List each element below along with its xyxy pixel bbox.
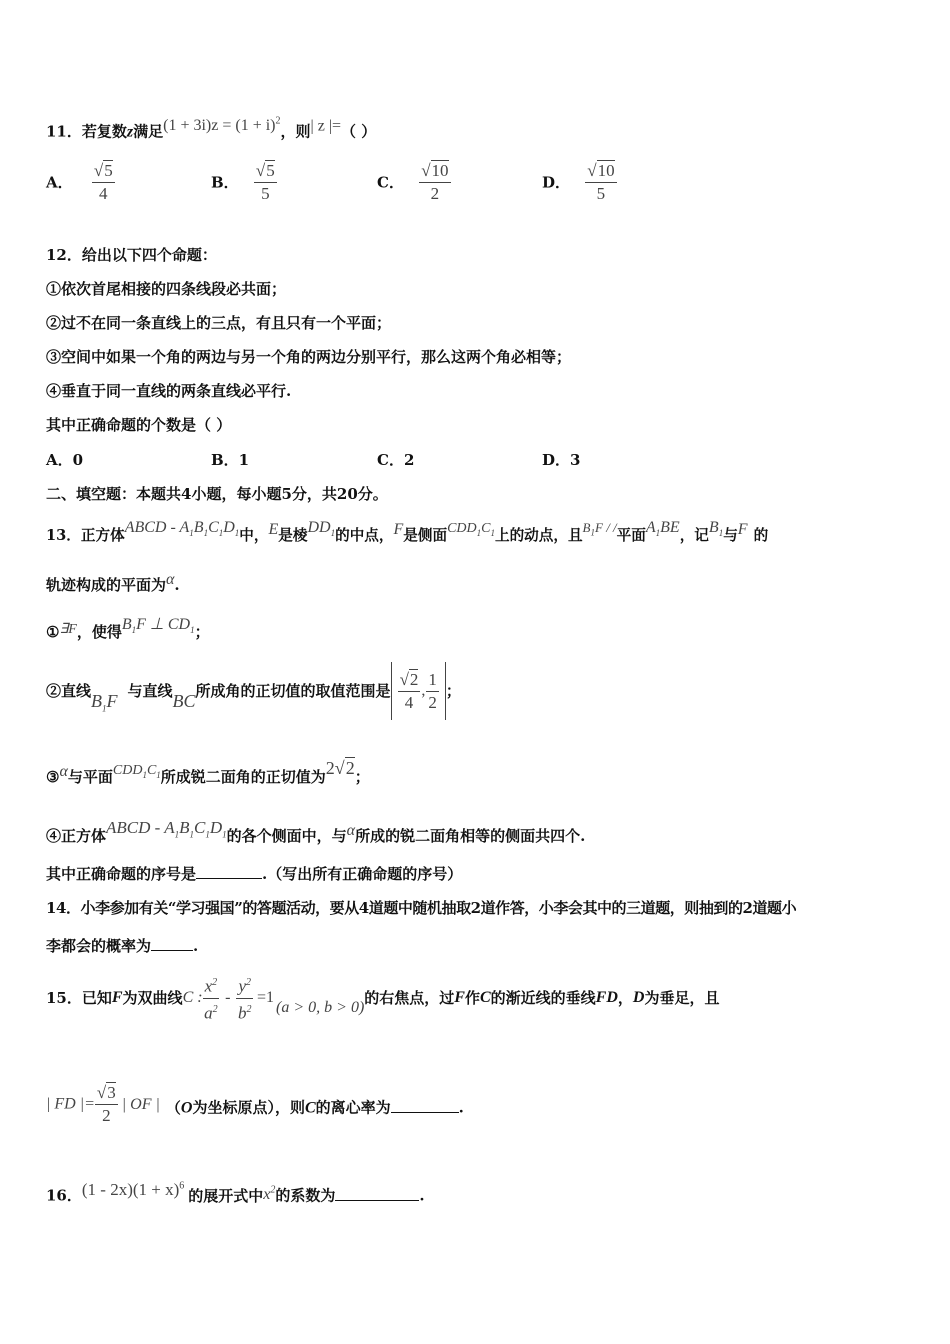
- line-b1f: $B_1F$: [91, 691, 118, 714]
- answer-blank[interactable]: [391, 1098, 459, 1113]
- var-f: F: [111, 989, 123, 1007]
- q13-ask: [46, 864, 462, 884]
- q15-line2: [46, 1082, 464, 1138]
- text: 上的动点，且: [494, 527, 583, 544]
- text: 与: [723, 527, 738, 544]
- text: 所成的锐二面角相等的侧面共四个.: [355, 827, 586, 845]
- text: 李都会的概率为: [46, 937, 152, 955]
- cube-name: ABCD - $A_1B_1C_1D_1$: [106, 818, 227, 840]
- text: 是侧面: [403, 527, 448, 544]
- text: 是棱: [278, 527, 308, 544]
- section-heading: 二、填空题：本题共4小题，每小题5分，共20分。: [46, 485, 388, 503]
- text: 中，: [239, 527, 269, 544]
- text: ，记: [679, 527, 709, 544]
- q12-title: 12．给出以下四个命题：: [46, 246, 217, 264]
- cube-name: ABCD - $A_1B_1C_1D_1$: [124, 519, 240, 539]
- q11-number: 11．若复数: [46, 122, 127, 141]
- text: 所成角的正切值的取值范围是: [195, 682, 391, 700]
- text: .: [174, 576, 180, 594]
- var-alpha: α: [166, 571, 175, 588]
- minus: -: [225, 989, 231, 1007]
- text: 的中点，: [335, 527, 394, 544]
- q11-equation: [163, 117, 280, 134]
- q11-paren: （ ）: [341, 122, 377, 141]
- option-fraction: $\frac{√5}{4}$: [93, 161, 113, 203]
- option-label: C．: [377, 173, 404, 192]
- text: ，使得: [76, 623, 122, 641]
- q13-statement-4: [46, 818, 585, 846]
- q12-option-b[interactable]: B．1: [211, 451, 250, 469]
- q14-line1: 14．小李参加有关“学习强国”的答题活动，要从4道题中随机抽取2道作答，小李会其中的三道题，则抽到的2道题小: [46, 899, 797, 917]
- answer-blank[interactable]: [335, 1186, 419, 1201]
- range-interval: $\frac{√2}{4}$ , $\frac{1}{2}$: [391, 662, 446, 720]
- exists-f: ∃F: [59, 622, 77, 637]
- option-fraction: $\frac{√10}{2}$: [421, 161, 449, 203]
- q13-num: 13．正方体: [46, 527, 125, 544]
- q14-line2: [46, 936, 198, 956]
- text: 为垂足，且: [644, 989, 720, 1008]
- text: 的右焦点，过: [364, 989, 455, 1008]
- q16-expression: $(1 - 2x)(1 + x)^6$: [81, 1179, 185, 1199]
- q11-option-d[interactable]: [542, 160, 617, 205]
- text: 其中正确命题的序号是: [46, 865, 197, 883]
- frac-x2-a2: $\frac{x^2}{a^2}$: [203, 972, 220, 1024]
- text: .: [458, 1098, 464, 1117]
- text: 轨迹构成的平面为: [46, 576, 167, 594]
- edge-dd1: $DD_1$: [307, 519, 336, 539]
- option-fraction: $\frac{√5}{5}$: [255, 161, 275, 203]
- var-alpha: α: [346, 822, 356, 839]
- point-b1: $B_1$: [708, 519, 724, 539]
- q11-option-b[interactable]: [211, 160, 277, 205]
- face-cdd1c1: $CDD_1C_1$: [112, 763, 161, 780]
- plane-a1be: $A_1BE$: [645, 519, 680, 539]
- q12-item-2: ②过不在同一条直线上的三点，有且只有一个平面；: [46, 314, 392, 332]
- frac-sqrt3-2: $\frac{√3}{2}$: [96, 1083, 116, 1125]
- abs-of: | OF |: [121, 1095, 160, 1113]
- var-fd: FD: [595, 989, 618, 1007]
- q15-line1: [46, 972, 719, 1028]
- var-f: F: [393, 521, 404, 538]
- option-label: D．: [542, 173, 571, 192]
- text: 所成锐二面角的正切值为: [160, 768, 326, 786]
- text: 与直线: [127, 682, 173, 700]
- abs-fd: | FD |=: [46, 1095, 95, 1113]
- text: ③: [46, 768, 60, 786]
- line-bc: BC: [172, 691, 196, 711]
- q11-stem: [46, 112, 376, 142]
- b1f-parallel: $B_1F$ / /: [582, 520, 617, 538]
- var-f: F: [737, 521, 748, 538]
- face-cdd1c1: $CDD_1C_1$: [447, 521, 495, 538]
- q13-statement-1: [46, 615, 210, 642]
- q16-line: [46, 1176, 425, 1206]
- text: .: [419, 1186, 425, 1205]
- q13-stem-line1: [46, 518, 768, 546]
- text: 为坐标原点），则: [192, 1098, 305, 1117]
- text: 的: [753, 527, 769, 544]
- x-squared: $x^2$: [263, 1184, 276, 1203]
- text: ；: [445, 682, 461, 700]
- var-e: E: [268, 521, 279, 538]
- text: ②直线: [46, 682, 92, 700]
- q12-item-3: ③空间中如果一个角的两边与另一个角的两边分别平行，那么这两个角必相等；: [46, 348, 572, 366]
- answer-blank[interactable]: [196, 864, 262, 879]
- q11-text2: ，则: [280, 122, 311, 141]
- q11-text: 满足: [133, 122, 164, 141]
- text: ；: [194, 623, 210, 641]
- perp-expr: $B_1F$ ⊥ $CD_1$: [121, 616, 195, 636]
- q12-option-d[interactable]: D．3: [542, 451, 581, 469]
- q11-eq-pow: 2: [275, 116, 281, 127]
- text: 的系数为: [275, 1186, 336, 1205]
- text: .: [193, 937, 199, 955]
- text: ，: [617, 989, 633, 1008]
- var-f: F: [454, 989, 465, 1007]
- text: 的展开式中: [188, 1186, 264, 1205]
- var-d: D: [632, 989, 645, 1007]
- text: （: [165, 1098, 181, 1117]
- equals-1: =1: [256, 989, 275, 1007]
- text: 的各个侧面中，与: [226, 827, 347, 845]
- q12-option-c[interactable]: C．2: [377, 451, 415, 469]
- q11-option-c[interactable]: [377, 160, 451, 205]
- condition: (a > 0, b > 0): [276, 999, 365, 1017]
- var-c: C: [304, 1099, 316, 1117]
- hyperbola-name: C :: [182, 989, 203, 1007]
- answer-blank[interactable]: [151, 936, 193, 951]
- text: 与平面: [67, 768, 113, 786]
- text: 作: [464, 989, 480, 1008]
- value-2sqrt2: 2√2: [325, 758, 355, 778]
- var-alpha: α: [59, 763, 68, 780]
- q11-eq-left: (1 + 3i)z = (1 + i): [163, 117, 276, 135]
- text: 16．: [46, 1186, 82, 1205]
- text: 15．已知: [46, 989, 112, 1008]
- text: ①: [46, 623, 60, 641]
- var-z: z: [126, 123, 134, 141]
- option-label: A．: [46, 173, 73, 192]
- q12-item-1: ①依次首尾相接的四条线段必共面；: [46, 280, 287, 298]
- var-o: O: [180, 1099, 193, 1117]
- q12-option-a[interactable]: A．0: [46, 451, 84, 469]
- frac-y2-b2: $\frac{y^2}{b^2}$: [236, 972, 253, 1024]
- text: 的渐近线的垂线: [490, 989, 596, 1008]
- text: .（写出所有正确命题的序号）: [262, 865, 463, 883]
- q13-statement-3: [46, 758, 370, 787]
- text: ；: [354, 768, 370, 786]
- q12-question: 其中正确命题的个数是（ ）: [46, 416, 232, 434]
- q11-option-a[interactable]: [46, 160, 115, 205]
- text: 的离心率为: [315, 1098, 391, 1117]
- text: 为双曲线: [122, 989, 183, 1008]
- q12-item-4: ④垂直于同一直线的两条直线必平行.: [46, 382, 292, 400]
- option-label: B．: [211, 173, 239, 192]
- q13-statement-2: [46, 662, 461, 722]
- text: ④正方体: [46, 827, 107, 845]
- text: 平面: [616, 527, 646, 544]
- q13-stem-line2: [46, 570, 180, 595]
- q11-absz: | z |=: [310, 117, 342, 135]
- option-fraction: $\frac{√10}{5}$: [587, 161, 615, 203]
- var-c: C: [479, 989, 491, 1007]
